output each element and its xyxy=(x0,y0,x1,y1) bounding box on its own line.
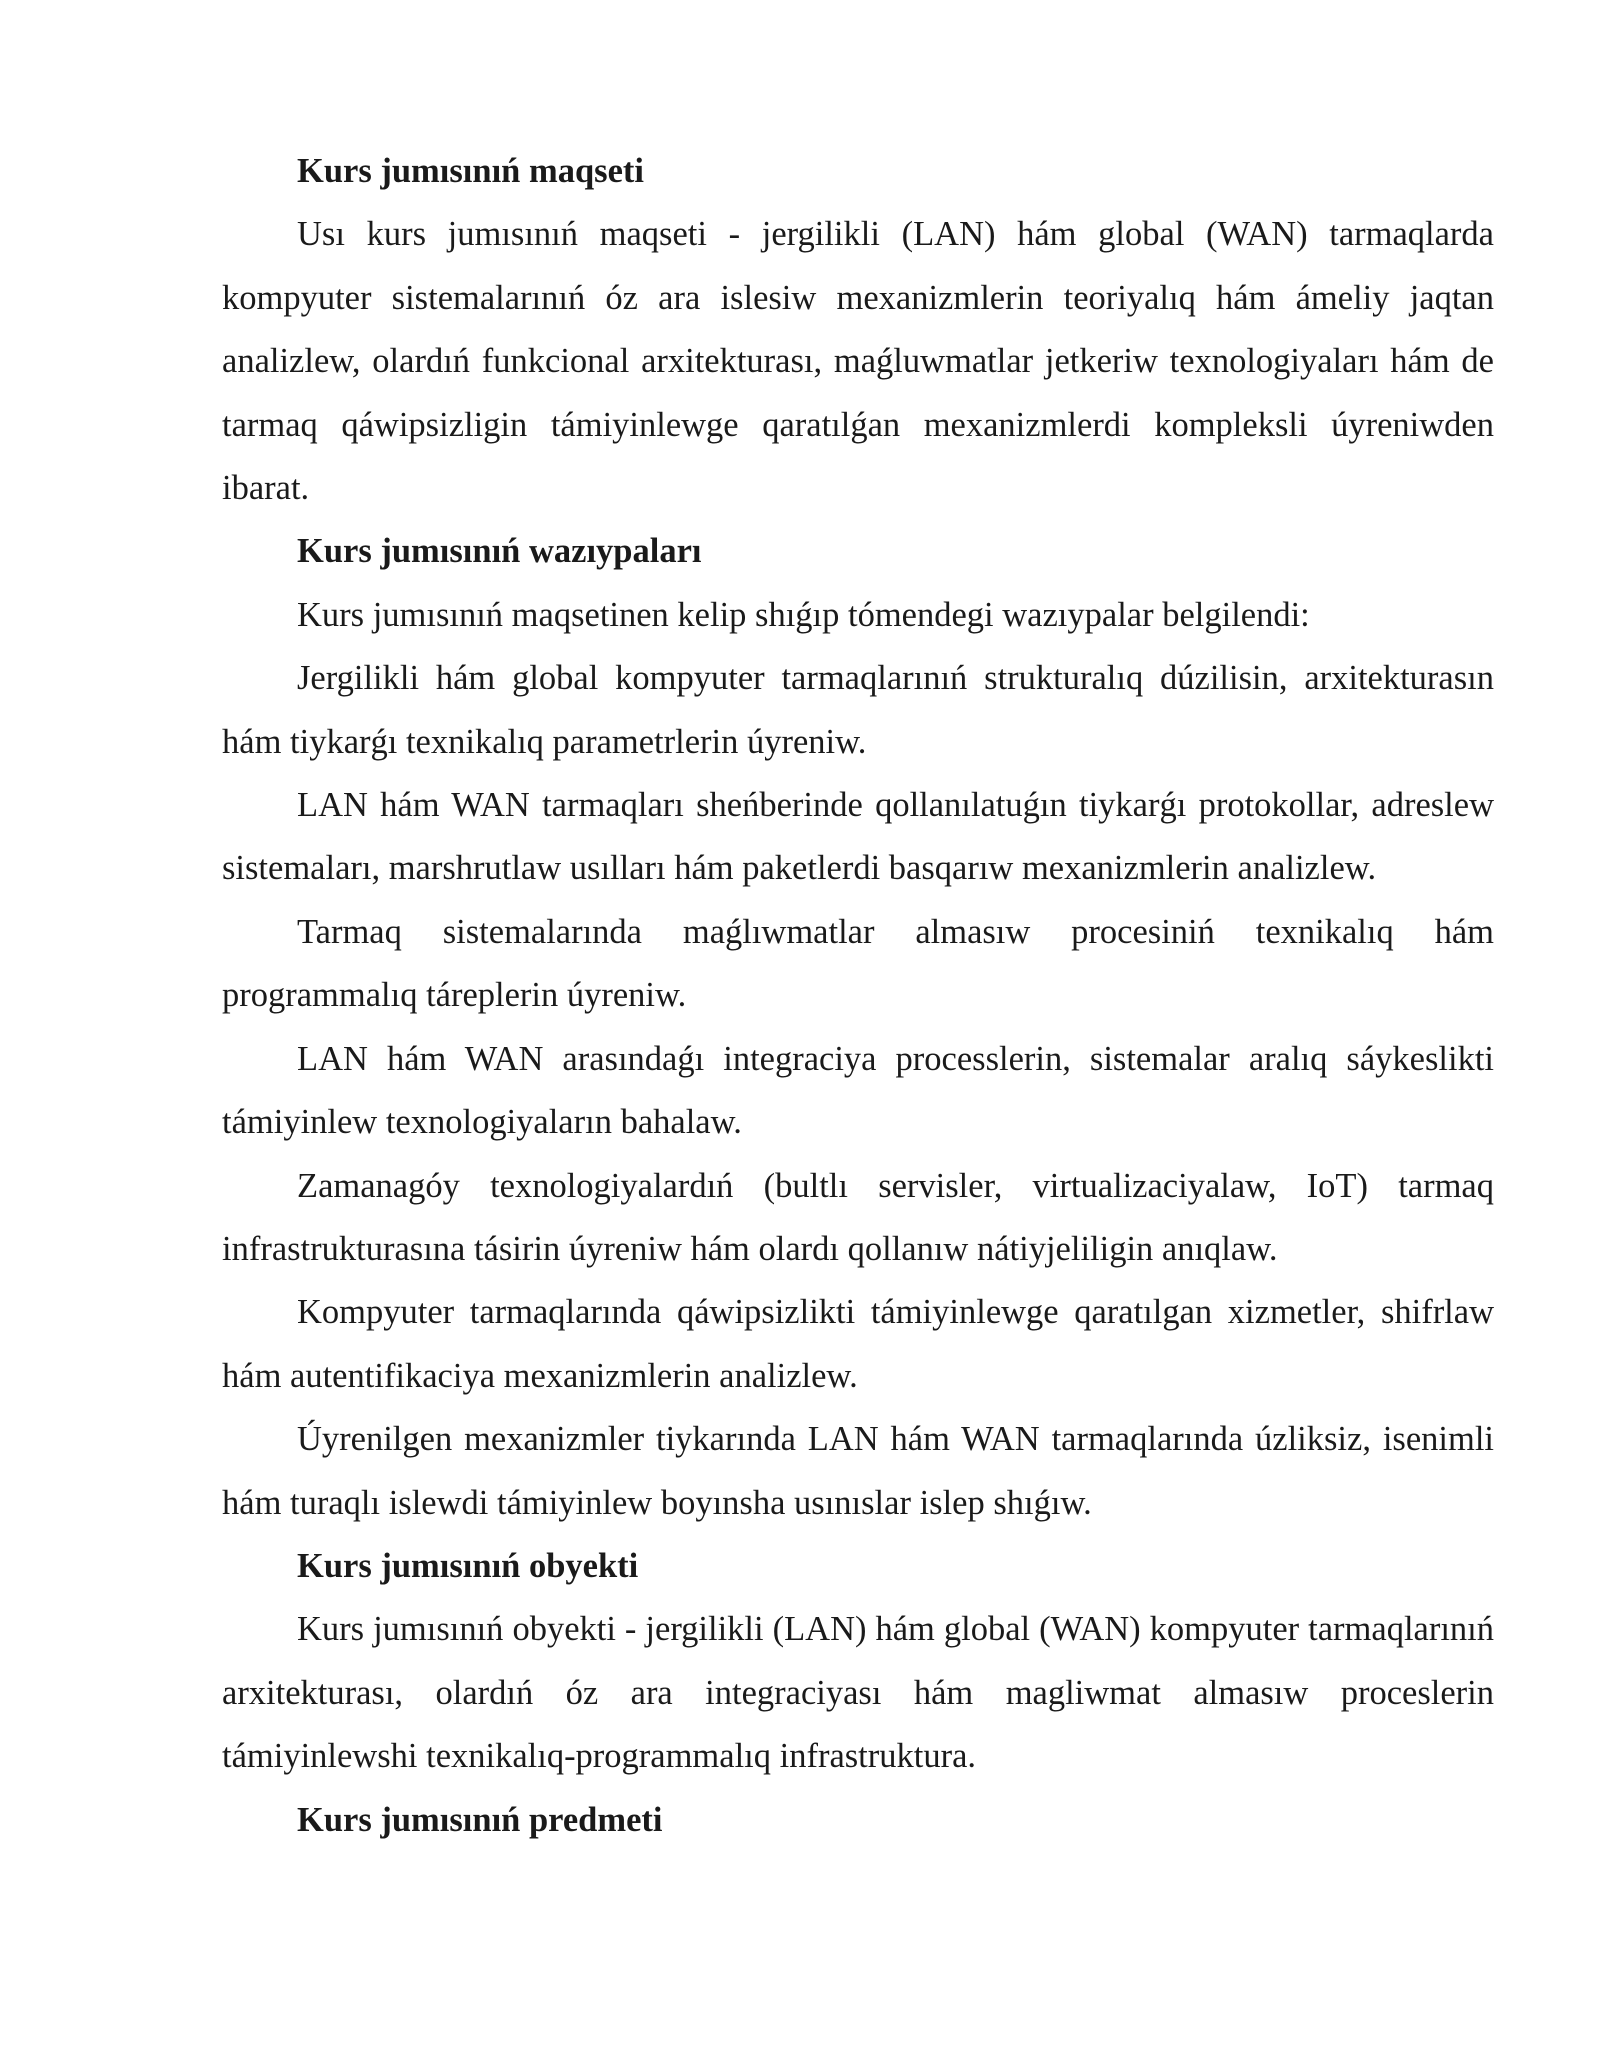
document-page xyxy=(222,140,1494,1852)
paragraph-task-4: LAN hám WAN arasındaǵı integraciya processlerin, sistemalar aralıq sáykeslikti támiyinlew texnologiyaların bahalaw. xyxy=(222,1039,1494,1142)
paragraph-waziypalar-intro: Kurs jumısınıń maqsetinen kelip shıǵıp tómendegi wazıypalar belgilendi: xyxy=(297,595,1310,634)
paragraph-maqseti: Usı kurs jumısınıń maqseti - jergilikli (LAN) hám global (WAN) tarmaqlarda kompyuter sistemalarınıń óz ara islesiw mexanizmlerin teoriyalıq hám ámeliy jaqtan analizlew, olardıń funkcional arxitekturası, maǵluwmatlar jetkeriw texnologiyaları hám de tarmaq qáwipsizligin támiyinlewge qaratılǵan mexanizmlerdi kompleksli úyreniwden ibarat. xyxy=(222,215,1494,508)
paragraph-task-3: Tarmaq sistemalarında maǵlıwmatlar almasıw procesiniń texnikalıq hám programmalıq táreplerin úyreniw. xyxy=(222,912,1494,1015)
paragraph-task-5: Zamanagóy texnologiyalardıń (bultlı servisler, virtualizaciyalaw, IoT) tarmaq infrastrukturasına tásirin úyreniw hám olardı qollanıw nátiyjeliligin anıqlaw. xyxy=(222,1166,1494,1268)
section-heading-predmeti: Kurs jumısınıń predmeti xyxy=(297,1800,663,1839)
paragraph-task-1: Jergilikli hám global kompyuter tarmaqlarınıń strukturalıq dúzilisin, arxitekturasın hám tiykarǵı texnikalıq parametrlerin úyreniw. xyxy=(222,659,1494,761)
paragraph-task-6: Kompyuter tarmaqlarında qáwipsizlikti támiyinlewge qaratılgan xizmetler, shifrlaw hám autentifikaciya mexanizmlerin analizlew. xyxy=(222,1293,1494,1395)
section-heading-maqseti: Kurs jumısınıń maqseti xyxy=(297,152,644,190)
section-heading-obyekti: Kurs jumısınıń obyekti xyxy=(297,1546,639,1585)
section-heading-waziypalari: Kurs jumısınıń wazıypaları xyxy=(297,532,702,571)
paragraph-task-2: LAN hám WAN tarmaqları sheńberinde qollanılatuǵın tiykarǵı protokollar, adreslew sistemaları, marshrutlaw usılları hám paketlerdi basqarıw mexanizmlerin analizlew. xyxy=(222,786,1494,888)
paragraph-task-7: Úyrenilgen mexanizmler tiykarında LAN hám WAN tarmaqlarında úzliksiz, isenimli hám turaqlı islewdi támiyinlew boyınsha usınıslar islep shıǵıw. xyxy=(222,1420,1494,1522)
paragraph-obyekti: Kurs jumısınıń obyekti - jergilikli (LAN) hám global (WAN) kompyuter tarmaqlarınıń arxitekturası, olardıń óz ara integraciyası hám magliwmat almasıw proceslerin támiyinlewshi texnikalıq-programmalıq infrastruktura. xyxy=(222,1610,1494,1776)
